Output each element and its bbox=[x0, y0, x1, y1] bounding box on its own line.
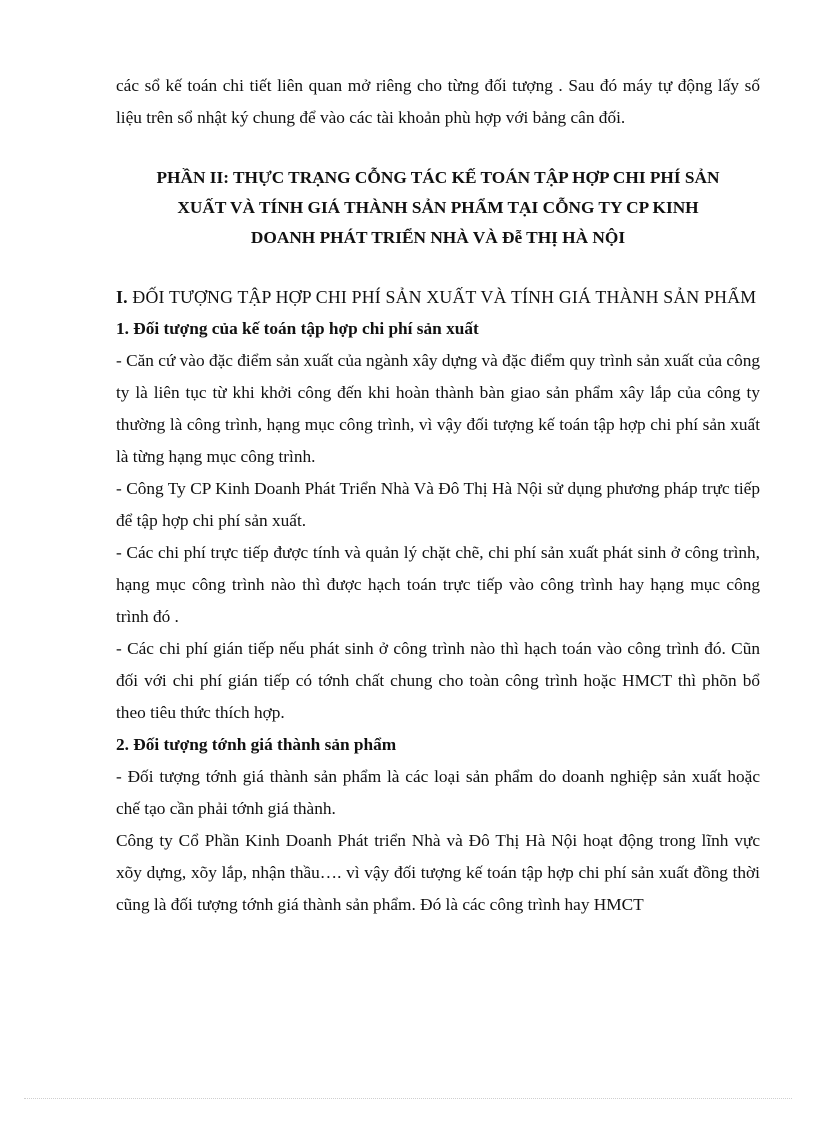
subsection-1-paragraph-4: - Các chi phí gián tiếp nếu phát sinh ở công trình nào thì hạch toán vào công trình đó. Cũn đối với chi phí gián tiếp có tớnh chất chung cho toàn công trình hoặc HMCT thì phõn bổ theo tiêu thức thích hợp. bbox=[116, 639, 760, 722]
part-title bbox=[116, 163, 760, 253]
part-title-line-3: DOANH PHÁT TRIỂN NHÀ VÀ Đễ THỊ HÀ NỘI bbox=[250, 228, 626, 247]
section-1-heading bbox=[116, 281, 760, 313]
page-bottom-divider bbox=[24, 1098, 792, 1099]
subsection-2-paragraph-1: - Đối tượng tớnh giá thành sản phẩm là các loại sản phẩm do doanh nghiệp sản xuất hoặc chế tạo cần phải tớnh giá thành. bbox=[116, 767, 760, 818]
section-1-title: ĐỐI TƯỢNG TẬP HỢP CHI PHÍ SẢN XUẤT VÀ TÍNH GIÁ THÀNH SẢN PHẨM bbox=[127, 287, 757, 307]
intro-block bbox=[116, 70, 760, 134]
section-1 bbox=[116, 281, 760, 921]
intro-paragraph: các sổ kế toán chi tiết liên quan mở riêng cho từng đối tượng . Sau đó máy tự động lấy số liệu trên sổ nhật ký chung để vào các tài khoản phù hợp với bảng cân đối. bbox=[116, 76, 760, 127]
part-title-line-1: PHẦN II: THỰC TRẠNG CỖNG TÁC KẾ TOÁN TẬP HỢP CHI PHÍ SẢN bbox=[156, 168, 720, 187]
subsection-1-paragraph-2: - Công Ty CP Kinh Doanh Phát Triển Nhà Và Đô Thị Hà Nội sử dụng phương pháp trực tiếp để tập hợp chi phí sản xuất. bbox=[116, 479, 760, 530]
subsection-1-paragraph-1: - Căn cứ vào đặc điểm sản xuất của ngành xây dựng và đặc điểm quy trình sản xuất của công ty là liên tục từ khi khởi công đến khi hoàn thành bàn giao sản phẩm xây lắp của công ty thường là công trình, hạng mục công trình, vì vậy đối tượng kế toán tập hợp chi phí sản xuất là từng hạng mục công trình. bbox=[116, 351, 760, 466]
subsection-2-paragraph-2: Công ty Cổ Phần Kinh Doanh Phát triển Nhà và Đô Thị Hà Nội hoạt động trong lĩnh vực xõy dựng, xõy lắp, nhận thầu…. vì vậy đối tượng kế toán tập hợp chi phí sản xuất đồng thời cũng là đối tượng tớnh giá thành sản phẩm. Đó là các công trình hay HMCT bbox=[116, 831, 760, 914]
subsection-1-paragraph-3: - Các chi phí trực tiếp được tính và quản lý chặt chẽ, chi phí sản xuất phát sinh ở công trình, hạng mục công trình nào thì được hạch toán trực tiếp vào công trình hay hạng mục công trình đó . bbox=[116, 543, 760, 626]
subsection-2-heading: 2. Đối tượng tớnh giá thành sản phẩm bbox=[116, 735, 397, 754]
section-1-number: I. bbox=[116, 287, 128, 307]
subsection-1-heading: 1. Đối tượng của kế toán tập hợp chi phí sản xuất bbox=[116, 319, 479, 338]
part-title-line-2: XUẤT VÀ TÍNH GIÁ THÀNH SẢN PHẨM TẠI CỖNG TY CP KINH bbox=[177, 198, 699, 217]
